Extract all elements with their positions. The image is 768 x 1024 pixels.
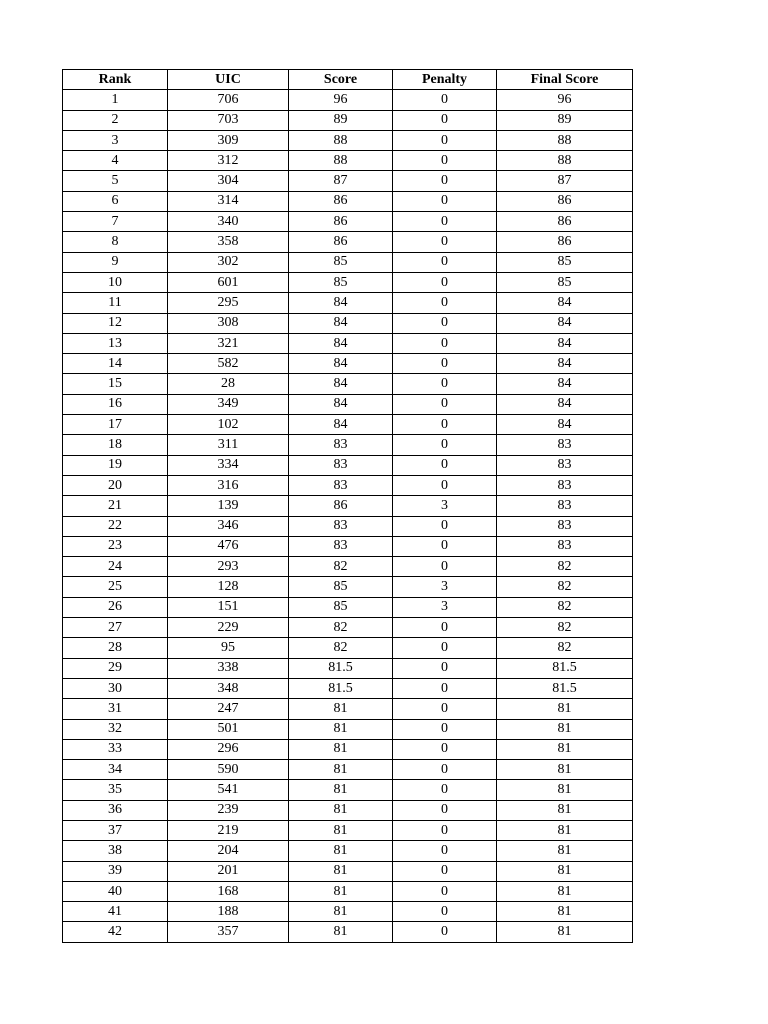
cell-rank: 4 [63, 151, 168, 171]
cell-final-score: 81 [497, 902, 633, 922]
cell-score: 86 [289, 232, 393, 252]
cell-penalty: 0 [393, 841, 497, 861]
table-row [63, 516, 633, 536]
cell-penalty: 0 [393, 435, 497, 455]
cell-rank: 15 [63, 374, 168, 394]
cell-uic: 128 [168, 577, 289, 597]
table-header [63, 70, 633, 90]
cell-penalty: 0 [393, 658, 497, 678]
table-row [63, 475, 633, 495]
table-row [63, 171, 633, 191]
table-row [63, 130, 633, 150]
cell-final-score: 82 [497, 618, 633, 638]
cell-uic: 321 [168, 333, 289, 353]
cell-uic: 95 [168, 638, 289, 658]
cell-uic: 314 [168, 191, 289, 211]
cell-rank: 37 [63, 820, 168, 840]
cell-rank: 5 [63, 171, 168, 191]
cell-score: 84 [289, 293, 393, 313]
table-row [63, 435, 633, 455]
cell-penalty: 3 [393, 597, 497, 617]
cell-final-score: 82 [497, 577, 633, 597]
cell-score: 85 [289, 577, 393, 597]
cell-final-score: 88 [497, 151, 633, 171]
cell-penalty: 0 [393, 922, 497, 942]
cell-rank: 32 [63, 719, 168, 739]
cell-rank: 24 [63, 557, 168, 577]
table-row [63, 841, 633, 861]
cell-score: 96 [289, 90, 393, 110]
cell-uic: 247 [168, 699, 289, 719]
cell-score: 83 [289, 475, 393, 495]
cell-penalty: 0 [393, 191, 497, 211]
cell-rank: 7 [63, 212, 168, 232]
table-row [63, 191, 633, 211]
cell-uic: 349 [168, 394, 289, 414]
cell-score: 82 [289, 557, 393, 577]
table-row [63, 374, 633, 394]
cell-uic: 239 [168, 800, 289, 820]
cell-score: 81 [289, 861, 393, 881]
cell-penalty: 3 [393, 496, 497, 516]
cell-score: 84 [289, 374, 393, 394]
cell-final-score: 82 [497, 638, 633, 658]
cell-final-score: 83 [497, 455, 633, 475]
table-row [63, 212, 633, 232]
cell-score: 87 [289, 171, 393, 191]
cell-rank: 21 [63, 496, 168, 516]
cell-penalty: 0 [393, 861, 497, 881]
table-body [63, 90, 633, 942]
cell-uic: 201 [168, 861, 289, 881]
cell-score: 81 [289, 820, 393, 840]
table-row [63, 577, 633, 597]
table-row [63, 333, 633, 353]
table-row [63, 922, 633, 942]
cell-final-score: 86 [497, 191, 633, 211]
table-row [63, 394, 633, 414]
cell-penalty: 0 [393, 151, 497, 171]
cell-rank: 30 [63, 678, 168, 698]
cell-score: 84 [289, 394, 393, 414]
table-row [63, 699, 633, 719]
cell-rank: 34 [63, 760, 168, 780]
cell-penalty: 0 [393, 780, 497, 800]
cell-final-score: 85 [497, 272, 633, 292]
cell-uic: 358 [168, 232, 289, 252]
table-row [63, 110, 633, 130]
cell-final-score: 84 [497, 313, 633, 333]
table-row [63, 658, 633, 678]
cell-penalty: 0 [393, 110, 497, 130]
cell-score: 81 [289, 719, 393, 739]
cell-uic: 340 [168, 212, 289, 232]
cell-rank: 17 [63, 415, 168, 435]
cell-score: 88 [289, 151, 393, 171]
cell-penalty: 0 [393, 374, 497, 394]
cell-uic: 293 [168, 557, 289, 577]
table-row [63, 151, 633, 171]
cell-uic: 316 [168, 475, 289, 495]
cell-penalty: 0 [393, 557, 497, 577]
cell-final-score: 84 [497, 333, 633, 353]
cell-penalty: 0 [393, 171, 497, 191]
cell-score: 84 [289, 415, 393, 435]
cell-rank: 23 [63, 536, 168, 556]
cell-score: 89 [289, 110, 393, 130]
cell-score: 81 [289, 760, 393, 780]
cell-penalty: 0 [393, 415, 497, 435]
cell-rank: 25 [63, 577, 168, 597]
cell-final-score: 81 [497, 861, 633, 881]
cell-uic: 188 [168, 902, 289, 922]
cell-final-score: 86 [497, 212, 633, 232]
cell-rank: 40 [63, 881, 168, 901]
cell-final-score: 96 [497, 90, 633, 110]
cell-uic: 346 [168, 516, 289, 536]
cell-final-score: 81 [497, 841, 633, 861]
cell-uic: 601 [168, 272, 289, 292]
cell-penalty: 0 [393, 130, 497, 150]
cell-uic: 590 [168, 760, 289, 780]
cell-penalty: 0 [393, 638, 497, 658]
cell-penalty: 0 [393, 820, 497, 840]
cell-final-score: 84 [497, 374, 633, 394]
cell-score: 81 [289, 922, 393, 942]
cell-penalty: 0 [393, 719, 497, 739]
cell-rank: 6 [63, 191, 168, 211]
table-row [63, 800, 633, 820]
cell-rank: 1 [63, 90, 168, 110]
cell-score: 81 [289, 800, 393, 820]
cell-rank: 16 [63, 394, 168, 414]
table-row [63, 455, 633, 475]
cell-final-score: 89 [497, 110, 633, 130]
table-row [63, 618, 633, 638]
cell-score: 84 [289, 333, 393, 353]
cell-uic: 151 [168, 597, 289, 617]
cell-uic: 309 [168, 130, 289, 150]
cell-rank: 33 [63, 739, 168, 759]
cell-rank: 20 [63, 475, 168, 495]
cell-score: 81 [289, 699, 393, 719]
table-row [63, 252, 633, 272]
cell-final-score: 81 [497, 719, 633, 739]
cell-penalty: 0 [393, 232, 497, 252]
cell-penalty: 0 [393, 272, 497, 292]
cell-uic: 706 [168, 90, 289, 110]
cell-final-score: 84 [497, 415, 633, 435]
cell-penalty: 3 [393, 577, 497, 597]
cell-final-score: 83 [497, 435, 633, 455]
header-row [63, 70, 633, 90]
cell-rank: 28 [63, 638, 168, 658]
cell-score: 81.5 [289, 658, 393, 678]
table-row [63, 597, 633, 617]
cell-final-score: 81 [497, 800, 633, 820]
cell-score: 81 [289, 780, 393, 800]
cell-rank: 9 [63, 252, 168, 272]
cell-final-score: 83 [497, 516, 633, 536]
cell-rank: 26 [63, 597, 168, 617]
cell-final-score: 85 [497, 252, 633, 272]
cell-uic: 348 [168, 678, 289, 698]
cell-score: 81 [289, 881, 393, 901]
cell-uic: 295 [168, 293, 289, 313]
table-row [63, 760, 633, 780]
cell-final-score: 82 [497, 597, 633, 617]
header-penalty: Penalty [393, 70, 497, 90]
table-row [63, 272, 633, 292]
cell-score: 86 [289, 191, 393, 211]
cell-final-score: 81 [497, 881, 633, 901]
cell-penalty: 0 [393, 212, 497, 232]
cell-uic: 139 [168, 496, 289, 516]
cell-score: 84 [289, 313, 393, 333]
cell-penalty: 0 [393, 252, 497, 272]
header-uic: UIC [168, 70, 289, 90]
cell-final-score: 84 [497, 354, 633, 374]
cell-final-score: 81 [497, 760, 633, 780]
table-row [63, 293, 633, 313]
cell-rank: 38 [63, 841, 168, 861]
cell-penalty: 0 [393, 881, 497, 901]
table-row [63, 354, 633, 374]
cell-score: 84 [289, 354, 393, 374]
cell-uic: 168 [168, 881, 289, 901]
cell-uic: 102 [168, 415, 289, 435]
cell-score: 86 [289, 212, 393, 232]
cell-rank: 14 [63, 354, 168, 374]
cell-final-score: 84 [497, 394, 633, 414]
cell-uic: 357 [168, 922, 289, 942]
cell-penalty: 0 [393, 333, 497, 353]
header-final-score: Final Score [497, 70, 633, 90]
table-row [63, 557, 633, 577]
cell-final-score: 83 [497, 536, 633, 556]
cell-score: 83 [289, 455, 393, 475]
cell-penalty: 0 [393, 902, 497, 922]
cell-uic: 308 [168, 313, 289, 333]
cell-score: 83 [289, 516, 393, 536]
cell-final-score: 88 [497, 130, 633, 150]
cell-final-score: 84 [497, 293, 633, 313]
cell-uic: 312 [168, 151, 289, 171]
cell-penalty: 0 [393, 475, 497, 495]
table-row [63, 536, 633, 556]
cell-final-score: 86 [497, 232, 633, 252]
cell-rank: 41 [63, 902, 168, 922]
cell-uic: 296 [168, 739, 289, 759]
cell-rank: 39 [63, 861, 168, 881]
cell-penalty: 0 [393, 699, 497, 719]
header-rank: Rank [63, 70, 168, 90]
cell-penalty: 0 [393, 394, 497, 414]
cell-final-score: 82 [497, 557, 633, 577]
cell-rank: 29 [63, 658, 168, 678]
cell-uic: 28 [168, 374, 289, 394]
cell-final-score: 81 [497, 739, 633, 759]
table-row [63, 881, 633, 901]
cell-penalty: 0 [393, 293, 497, 313]
cell-rank: 18 [63, 435, 168, 455]
cell-uic: 311 [168, 435, 289, 455]
cell-rank: 2 [63, 110, 168, 130]
cell-rank: 13 [63, 333, 168, 353]
cell-rank: 12 [63, 313, 168, 333]
cell-final-score: 87 [497, 171, 633, 191]
cell-rank: 36 [63, 800, 168, 820]
table-row [63, 313, 633, 333]
cell-uic: 204 [168, 841, 289, 861]
cell-penalty: 0 [393, 516, 497, 536]
cell-score: 85 [289, 272, 393, 292]
table-row [63, 90, 633, 110]
cell-uic: 229 [168, 618, 289, 638]
cell-rank: 27 [63, 618, 168, 638]
table-row [63, 415, 633, 435]
table-row [63, 739, 633, 759]
cell-rank: 11 [63, 293, 168, 313]
cell-penalty: 0 [393, 313, 497, 333]
cell-uic: 476 [168, 536, 289, 556]
cell-penalty: 0 [393, 455, 497, 475]
cell-score: 85 [289, 597, 393, 617]
cell-penalty: 0 [393, 354, 497, 374]
table-row [63, 496, 633, 516]
cell-penalty: 0 [393, 536, 497, 556]
cell-uic: 334 [168, 455, 289, 475]
cell-uic: 338 [168, 658, 289, 678]
cell-score: 82 [289, 618, 393, 638]
cell-rank: 22 [63, 516, 168, 536]
table-row [63, 678, 633, 698]
cell-uic: 219 [168, 820, 289, 840]
cell-uic: 304 [168, 171, 289, 191]
cell-rank: 3 [63, 130, 168, 150]
cell-score: 82 [289, 638, 393, 658]
cell-penalty: 0 [393, 678, 497, 698]
cell-final-score: 83 [497, 475, 633, 495]
cell-rank: 8 [63, 232, 168, 252]
header-score: Score [289, 70, 393, 90]
cell-uic: 501 [168, 719, 289, 739]
cell-rank: 35 [63, 780, 168, 800]
cell-score: 81 [289, 902, 393, 922]
cell-uic: 703 [168, 110, 289, 130]
cell-penalty: 0 [393, 90, 497, 110]
cell-penalty: 0 [393, 618, 497, 638]
cell-rank: 42 [63, 922, 168, 942]
cell-final-score: 81 [497, 922, 633, 942]
table-row [63, 820, 633, 840]
cell-final-score: 81.5 [497, 658, 633, 678]
cell-rank: 19 [63, 455, 168, 475]
cell-score: 85 [289, 252, 393, 272]
cell-score: 81 [289, 841, 393, 861]
cell-score: 83 [289, 536, 393, 556]
table-row [63, 638, 633, 658]
cell-penalty: 0 [393, 800, 497, 820]
cell-uic: 302 [168, 252, 289, 272]
cell-score: 81 [289, 739, 393, 759]
cell-final-score: 81 [497, 780, 633, 800]
table-row [63, 902, 633, 922]
cell-rank: 31 [63, 699, 168, 719]
cell-score: 83 [289, 435, 393, 455]
cell-score: 81.5 [289, 678, 393, 698]
cell-final-score: 81 [497, 820, 633, 840]
table-row [63, 232, 633, 252]
cell-final-score: 81.5 [497, 678, 633, 698]
cell-rank: 10 [63, 272, 168, 292]
cell-penalty: 0 [393, 760, 497, 780]
results-table [62, 69, 633, 943]
cell-uic: 541 [168, 780, 289, 800]
table-row [63, 861, 633, 881]
table-row [63, 780, 633, 800]
cell-penalty: 0 [393, 739, 497, 759]
cell-score: 86 [289, 496, 393, 516]
cell-final-score: 83 [497, 496, 633, 516]
table-row [63, 719, 633, 739]
cell-uic: 582 [168, 354, 289, 374]
cell-score: 88 [289, 130, 393, 150]
cell-final-score: 81 [497, 699, 633, 719]
